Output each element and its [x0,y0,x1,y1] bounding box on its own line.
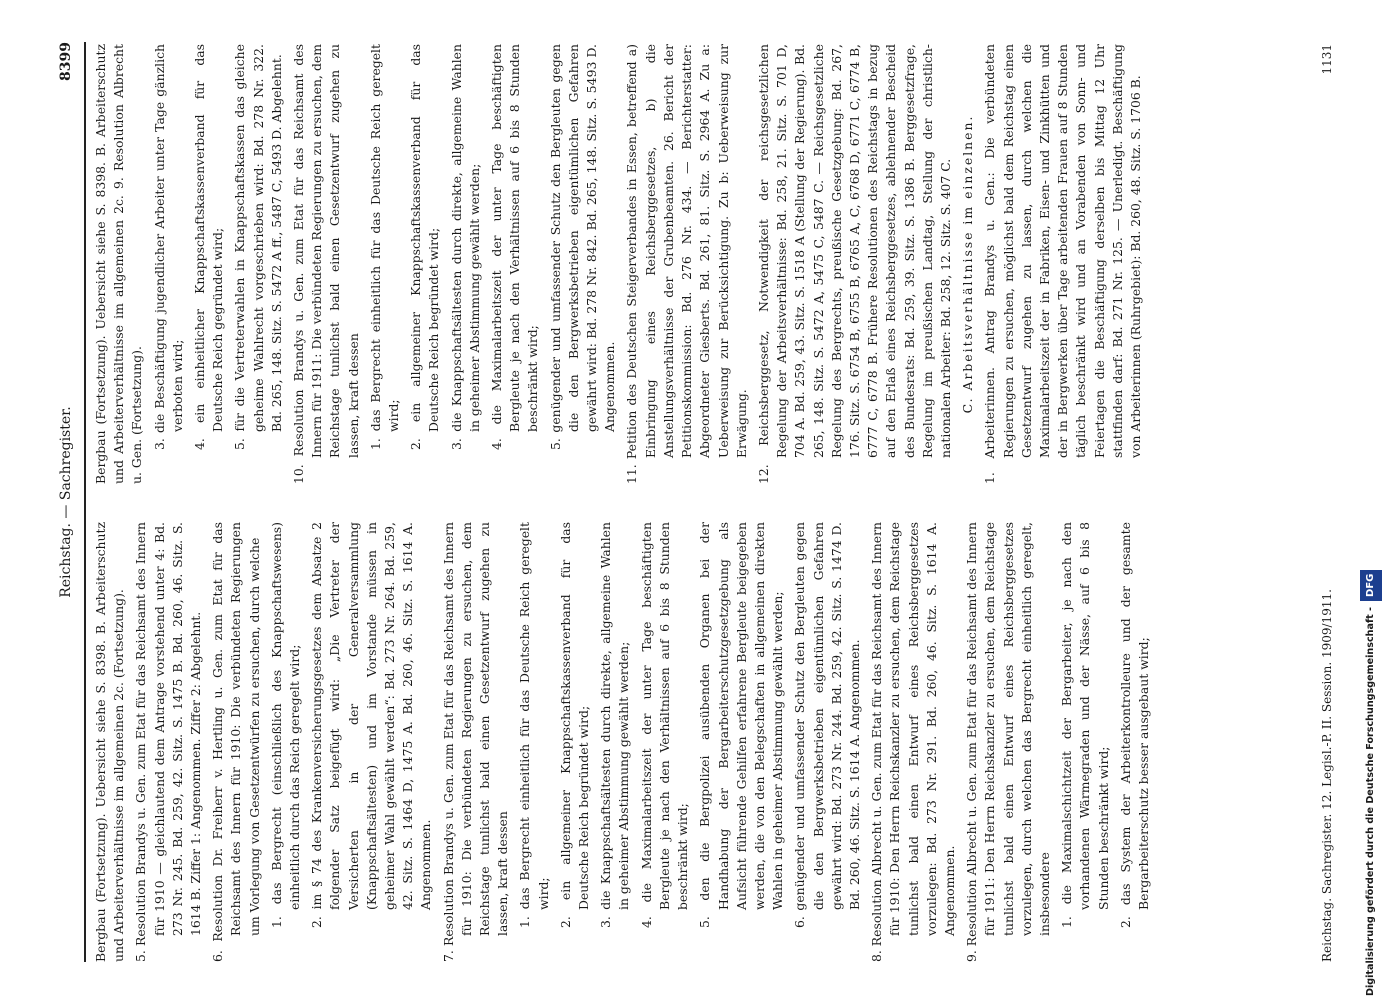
entry-c-1: 1. Arbeiterinnen. Antrag Brandys u. Gen.: Die verbündeten Regierungen zu ersuchen, möglichst bald dem Reichstag einen Gesetzentwurf zugehen zu lassen, durch welchen die Maximalarbeitszeit der in Fabriken, Eisen- und Zinkhütten und der in Bergwerken über Tage arbeitenden Frauen auf 8 Stunden täglich beschränkt wird und an Vorabenden von Sonn- und Feiertagen die Beschäftigung derselben bis Mittag 12 Uhr stattfinden darf: Bd. 271 Nr. 125. — Unerledigt. Beschäftigung von Arbeiterinnen (Ruhrgebiet): Bd. 260, 48. Sitz. S. 1706 B. [982,44,1143,484]
entry-7: 7. Resolution Brandys u. Gen. zum Etat für das Reichsamt des Innern für 1910: Die verbündeten Regierungen zu ersuchen, dem Reichstage tunlichst bald einen Gesetzentwurf zugehen zu lassen, kraft dessen [440,522,511,962]
entry-6-item-1: 1. das Bergrecht (einschließlich des Knappschaftswesens) einheitlich durch das Reich geregelt wird; [268,522,303,928]
dfg-logo: DFG [1360,570,1382,601]
right-column [92,44,1149,484]
entry-7-item-2: 2. ein allgemeiner Knappschaftskassenverband für das Deutsche Reich begründet wird; [557,522,592,928]
entry-7-item-6: 6. genügender und umfassender Schutz den Bergleuten gegen die den Bergwerksbetrieben eigentümlichen Gefahren gewährt wird: Bd. 273 Nr. 244. Bd. 259, 42. Sitz. S. 1474 D. Bd. 260, 46. Sitz. S. 1614 A. Angenommen. [792,522,862,928]
entry-7-item-5: 5. den die Bergpolizei ausübenden Organen bei der Handhabung der Bergarbeiterschutzgesetzgebung als Aufsicht führende Gehilfen erfahrene Bergleute beigegeben werden, die von den Belegschaften in allgemeinen direkten Wahlen in geheimer Abstimmung gewählt werden; [697,522,786,928]
credit-text: Digitalisierung gefördert durch die Deutsche Forschungsgemeinschaft - [1365,606,1376,996]
entry-9-item-3: 3. die Beschäftigung jugendlicher Arbeiter unter Tage gänzlich verboten wird; [151,44,185,450]
document-page [58,42,1358,962]
entry-9-item-5: 5. für die Vertreterwahlen in Knappschaftskassen das gleiche geheime Wahlrecht vorgeschrieben wird: Bd. 278 Nr. 322. Bd. 265, 148. Sitz. S. 5472 A ff., 5487 C, 5493 D. Abgelehnt. [232,44,284,450]
left-heading: Bergbau (Fortsetzung). Uebersicht siehe S. 8398. B. Arbeiterschutz und Arbeiterverhältnisse im allgemeinen 2c. (Fortsetzung). [93,522,127,962]
entry-10-item-2: 2. ein allgemeiner Knappschaftskassenverband für das Deutsche Reich begründet wird; [408,44,442,450]
entry-10-item-3: 3. die Knappschaftsältesten durch direkte, allgemeine Wahlen in geheimer Abstimmung gewählt werden; [448,44,482,450]
entry-12: 12. Reichsberggesetz, Notwendigkeit der reichsgesetzlichen Regelung der Arbeitsverhältnisse: Bd. 258, 21. Sitz. S. 701 D, 704 A. Bd. 259, 43. Sitz. S. 1518 A (Stellung der Regierung). Bd. 265, 148. Sitz. S. 5472 A, 5475 C, 5487 C. — Reichsgesetzliche Regelung des Bergrechts, preußische Gesetzgebung: Bd. 267, 176. Sitz. S. 6754 B, 6755 B, 6765 A, C, 6768 D, 6771 C, 6774 B, 6777 C, 6778 B. Frühere Resolutionen des Reichstags in bezug auf den Erlaß eines Reichsberggesetzes, ablehnender Bescheid des Bundesrats: Bd. 259, 39. Sitz. S. 1386 B. Berggesetzfrage, Regelung im preußischen Landtag, Stellung der christlich-nationalen Arbeiter: Bd. 258, 12. Sitz. S. 407 C. [755,44,953,484]
entry-6-item-2: 2. im § 74 des Krankenversicherungsgesetzes dem Absatze 2 folgender Satz beigefügt wird: „Die Vertreter der Versicherten in der Generalversammlung (Knappschaftsältesten) und im Vorstande müssen in geheimer Wahl gewählt werden“: Bd. 273 Nr. 264. Bd. 259, 42. Sitz. S. 1464 D, 1475 A. Bd. 260, 46. Sitz. S. 1614 A. Angenommen. [309,522,434,928]
left-column [92,522,1157,962]
entry-11: 11. Petition des Deutschen Steigerverbandes in Essen, betreffend a) Einbringung eines Reichsberggesetzes, b) die Anstellungsverhältnisse der Grubenbeamten. 26. Bericht der Petitionskommission: Bd. 276 Nr. 434. — Berichterstatter: Abgeordneter Giesberts. Bd. 261, 81. Sitz. S. 2964 A. Zu a: Ueberweisung zur Berücksichtigung. Zu b: Ueberweisung zur Erwägung. [624,44,749,484]
running-title: Reichstag. — Sachregister. [58,406,74,598]
entry-10-item-1: 1. das Bergrecht einheitlich für das Deutsche Reich geregelt wird; [367,44,402,450]
entry-10-item-5: 5. genügender und umfassender Schutz den Bergleuten gegen die den Bergwerksbetrieben eigentümlichen Gefahren gewährt wird: Bd. 278 Nr. 842. Bd. 265, 148. Sitz. S. 5493 D. Angenommen. [547,44,618,450]
entry-9-item-1: 1. die Maximalschichtzeit der Bergarbeiter, je nach den vorhandenen Wärmegraden und der Nässe, auf 6 bis 8 Stunden beschränkt wird; [1059,522,1111,928]
footer-right: 1131 [1320,44,1334,75]
sidebar-credit [1360,6,1382,996]
entry-10: 10. Resolution Brandys u. Gen. zum Etat für das Reichsamt des Innern für 1911: Die verbündeten Regierungen zu ersuchen, dem Reichstage tunlichst bald einen Gesetzentwurf zugehen zu lassen, kraft dessen [291,44,361,484]
entry-9: 9. Resolution Albrecht u. Gen. zum Etat für das Reichsamt des Innern für 1911: Den Herrn Reichskanzler zu ersuchen, dem Reichstage tunlichst bald einen Entwurf eines Reichsberggesetzes vorzulegen, durch welchen das Bergrecht einheitlich geregelt, insbesondere [964,522,1052,962]
footer-left: Reichstag. Sachregister. 12. Legisl.-P. II. Session. 1909/1911. [1320,589,1334,962]
right-heading: Bergbau (Fortsetzung). Uebersicht siehe S. 8398. B. Arbeiterschutz und Arbeiterverhältnisse im allgemeinen 2c. 9. Resolution Albrecht u. Gen. (Fortsetzung). [93,44,145,484]
entry-7-item-4: 4. die Maximalarbeitszeit der unter Tage beschäftigten Bergleute je nach den Verhältnissen auf 6 bis 8 Stunden beschränkt wird; [638,522,691,928]
entry-6: 6. Resolution Dr. Freiherr v. Hertling u. Gen. zum Etat für das Reichsamt des Innern für 1910: Die verbündeten Regierungen um Vorlegung von Gesetzentwürfen zu ersuchen, durch welche [210,522,262,962]
header-rule [84,42,86,962]
entry-7-item-3: 3. die Knappschaftsältesten durch direkte, allgemeine Wahlen in geheimer Abstimmung gewählt werden; [598,522,632,928]
entry-5: 5. Resolution Brandys u. Gen. zum Etat für das Reichsamt des Innern für 1910 — gleichlautend dem Antrage vorstehend unter 4: Bd. 273 Nr. 245. Bd. 259, 42. Sitz. S. 1475 B. Bd. 260, 46. Sitz. S. 1614 B. Ziffer 1: Angenommen. Ziffer 2: Abgelehnt. [133,522,204,962]
page-number: 8399 [58,42,74,81]
entry-7-item-1: 1. das Bergrecht einheitlich für das Deutsche Reich geregelt wird; [517,522,551,928]
section-c-heading: C. Arbeitsverhältnisse im einzelnen. [960,114,976,414]
entry-9-item-2: 2. das System der Arbeiterkontrolleure und der gesamte Bergarbeiterschutz besser ausgebaut wird; [1117,522,1151,928]
entry-8: 8. Resolution Albrecht u. Gen. zum Etat für das Reichsamt des Innern für 1910: Den Herrn Reichskanzler zu ersuchen, dem Reichstage tunlichst bald einen Entwurf eines Reichsberggesetzes vorzulegen: Bd. 273 Nr. 291. Bd. 260, 46. Sitz. S. 1614 A. Angenommen. [869,522,957,962]
entry-9-item-4: 4. ein einheitlicher Knappschaftskassenverband für das Deutsche Reich gegründet wird; [192,44,226,450]
entry-10-item-4: 4. die Maximalarbeitszeit der unter Tage beschäftigten Bergleute je nach den Verhältnissen auf 6 bis 8 Stunden beschränkt wird; [489,44,541,450]
